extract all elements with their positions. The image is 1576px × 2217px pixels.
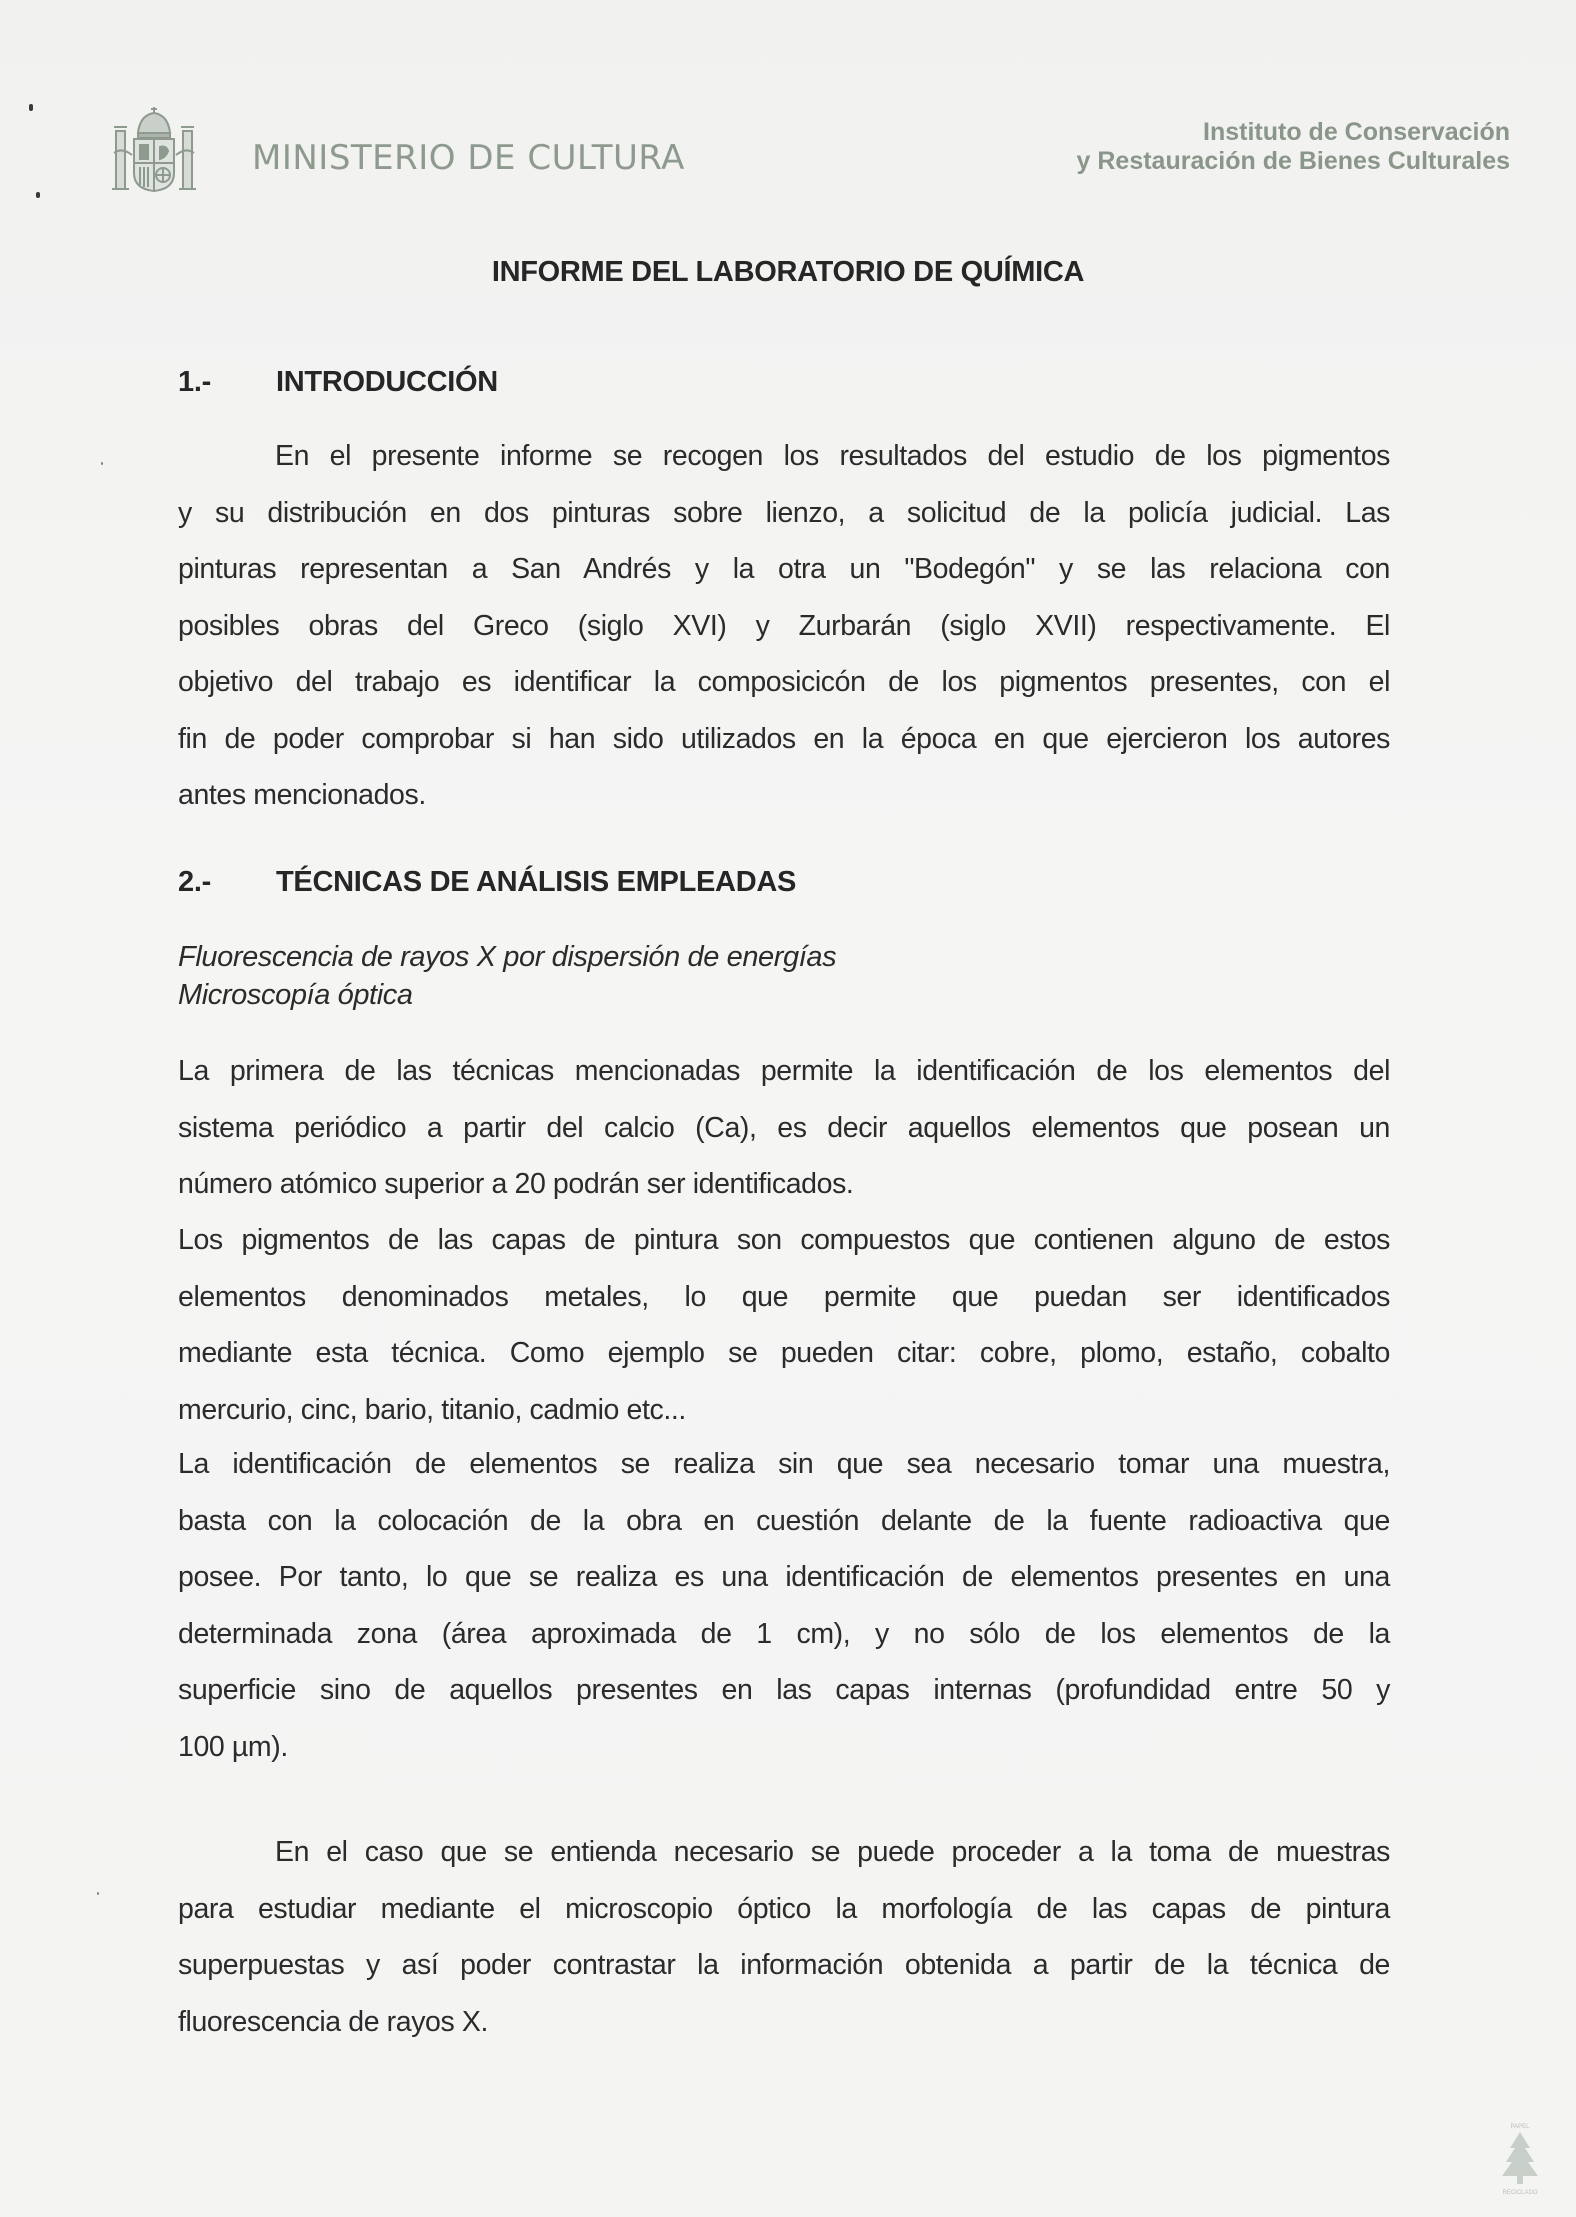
text-line: La primera de las técnicas mencionadas permite la identificación de los elementos del (178, 1055, 1390, 1087)
institute-name (1077, 118, 1510, 176)
techniques-list (178, 938, 836, 1014)
identification-paragraph (178, 1436, 1390, 1775)
institute-line-1: Instituto de Conservación (1203, 118, 1510, 146)
section-title: INTRODUCCIÓN (276, 366, 498, 398)
text-line: fluorescencia de rayos X. (178, 2005, 488, 2038)
technique-item: Fluorescencia de rayos X por dispersión de energías (178, 941, 837, 973)
text-line: posibles obras del Greco (siglo XVI) y Zurbarán (siglo XVII) respectivamente. El (178, 609, 1390, 642)
text-line: En el caso que se entienda necesario se puede proceder a la toma de muestras (275, 1836, 1390, 1868)
text-line: superpuestas y así poder contrastar la información obtenida a partir de la técnica de (178, 1949, 1390, 1981)
text-line: mercurio, cinc, bario, titanio, cadmio etc... (178, 1393, 686, 1426)
text-line: objetivo del trabajo es identificar la composicicón de los pigmentos presentes, con el (178, 666, 1390, 698)
xrf-description-paragraph (178, 1043, 1390, 1213)
text-line: determinada zona (área aproximada de 1 cm), y no sólo de los elementos de la (178, 1617, 1390, 1650)
spanish-coat-of-arms-icon (110, 103, 198, 195)
text-line: sistema periódico a partir del calcio (Ca), es decir aquellos elementos que posean un (178, 1111, 1390, 1144)
institute-line-2: y Restauración de Bienes Culturales (1076, 147, 1510, 175)
section-heading-introduccion (178, 366, 498, 399)
stamp-bottom-text: RECICLADO (1502, 2190, 1538, 2196)
document-title: INFORME DEL LABORATORIO DE QUÍMICA (491, 256, 1085, 288)
text-line: superficie sino de aquellos presentes en las capas internas (profundidad entre 50 y (178, 1674, 1390, 1706)
section-number: 1.- (178, 366, 211, 398)
stamp-top-text: PAPEL (1510, 2124, 1530, 2130)
text-line: antes mencionados. (178, 779, 426, 811)
microscopy-paragraph (178, 1824, 1390, 2050)
intro-paragraph (178, 428, 1390, 824)
text-line: basta con la colocación de la obra en cuestión delante de la fuente radioactiva que (178, 1504, 1390, 1537)
text-line: 100 µm). (178, 1730, 288, 1763)
text-line: pinturas representan a San Andrés y la otra un "Bodegón" y se las relaciona con (178, 553, 1390, 585)
text-line: mediante esta técnica. Como ejemplo se pueden citar: cobre, plomo, estaño, cobalto (178, 1337, 1390, 1369)
technique-item: Microscopía óptica (178, 979, 413, 1011)
section-title: TÉCNICAS DE ANÁLISIS EMPLEADAS (276, 866, 797, 898)
section-heading-tecnicas (178, 866, 796, 899)
text-line: para estudiar mediante el microscopio óptico la morfología de las capas de pintura (178, 1892, 1390, 1925)
section-number: 2.- (178, 866, 211, 898)
text-line: número atómico superior a 20 podrán ser identificados. (178, 1168, 854, 1200)
scan-speck (97, 1892, 99, 1895)
text-line: Los pigmentos de las capas de pintura son compuestos que contienen alguno de estos (178, 1224, 1390, 1256)
scan-speck (36, 192, 40, 198)
text-line: La identificación de elementos se realiza sin que sea necesario tomar una muestra, (178, 1448, 1390, 1480)
text-line: En el presente informe se recogen los resultados del estudio de los pigmentos (275, 440, 1390, 472)
pigments-paragraph (178, 1212, 1390, 1438)
scan-speck (101, 462, 103, 465)
text-line: y su distribución en dos pinturas sobre lienzo, a solicitud de la policía judicial. Las (178, 496, 1390, 529)
recycled-paper-tree-icon (1480, 2118, 1560, 2198)
scan-speck (29, 104, 33, 111)
text-line: fin de poder comprobar si han sido utilizados en la época en que ejercieron los autores (178, 722, 1390, 755)
ministry-name: MINISTERIO DE CULTURA (252, 138, 685, 178)
text-line: elementos denominados metales, lo que permite que puedan ser identificados (178, 1280, 1390, 1313)
text-line: posee. Por tanto, lo que se realiza es una identificación de elementos presentes en una (178, 1561, 1390, 1593)
